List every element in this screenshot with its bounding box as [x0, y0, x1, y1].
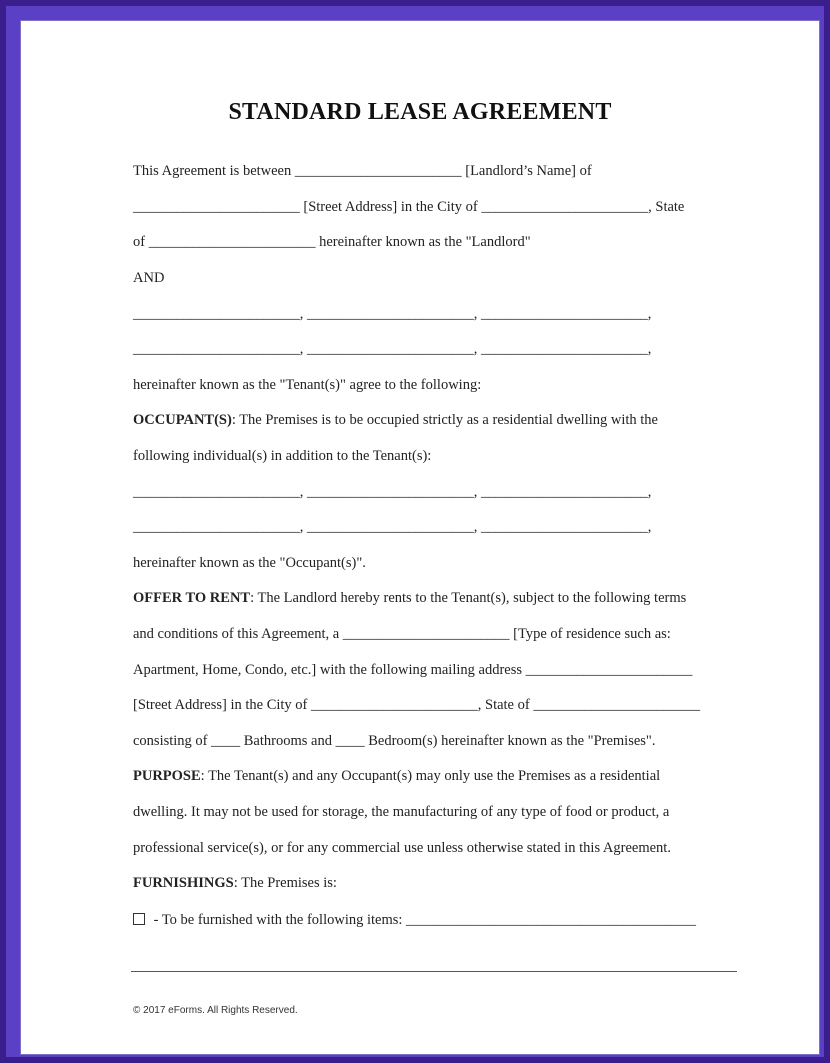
- tenant-blanks-1: _______________________, _______________________, _______________________,: [133, 306, 652, 322]
- occupants-paragraph: [133, 412, 658, 429]
- occupants-closing: hereinafter known as the "Occupant(s)".: [133, 555, 366, 571]
- purpose-paragraph: [133, 768, 660, 785]
- occupants-text: : The Premises is to be occupied strictly as a residential dwelling with the: [231, 412, 658, 428]
- offer-line-4: [Street Address] in the City of _______________________, State of _______________________: [133, 697, 701, 713]
- furnishings-heading: FURNISHINGS: [133, 875, 234, 891]
- landlord-line-2: _______________________ [Street Address] in the City of _______________________, State: [133, 199, 685, 215]
- furnished-option: [133, 912, 696, 929]
- offer-heading: OFFER TO RENT: [133, 590, 251, 606]
- checkbox-icon[interactable]: [133, 913, 145, 925]
- purpose-text: : The Tenant(s) and any Occupant(s) may only use the Premises as a residential: [200, 768, 661, 784]
- document-title: STANDARD LEASE AGREEMENT: [228, 99, 612, 125]
- tenant-line: hereinafter known as the "Tenant(s)" agree to the following:: [133, 377, 482, 393]
- occupants-line-2: following individual(s) in addition to the Tenant(s):: [133, 448, 432, 464]
- occupant-blanks-2: _______________________, _______________________, _______________________,: [133, 519, 652, 535]
- purpose-line-2: dwelling. It may not be used for storage, the manufacturing of any type of food or product, a: [133, 804, 670, 820]
- and-line: AND: [133, 270, 165, 286]
- landlord-line-3: of _______________________ hereinafter known as the "Landlord": [133, 234, 531, 250]
- purpose-line-3: professional service(s), or for any commercial use unless otherwise stated in this Agreement.: [133, 840, 671, 856]
- blank-rule: [131, 971, 737, 972]
- offer-line-5: consisting of ____ Bathrooms and ____ Bedroom(s) hereinafter known as the "Premises".: [133, 733, 656, 749]
- occupant-blanks-1: _______________________, _______________________, _______________________,: [133, 484, 652, 500]
- outer-frame: [6, 6, 824, 1057]
- tenant-blanks-2: _______________________, _______________________, _______________________,: [133, 341, 652, 357]
- document-page: [20, 20, 820, 1055]
- copyright-footer: © 2017 eForms. All Rights Reserved.: [133, 1005, 298, 1016]
- offer-text: : The Landlord hereby rents to the Tenant(s), subject to the following terms: [250, 590, 687, 606]
- purpose-heading: PURPOSE: [133, 768, 201, 784]
- furnishings-text: : The Premises is:: [233, 875, 337, 891]
- offer-line-2: and conditions of this Agreement, a _______________________ [Type of residence such as:: [133, 626, 671, 642]
- landlord-line-1: This Agreement is between _______________________ [Landlord’s Name] of: [133, 163, 592, 179]
- offer-paragraph: [133, 590, 686, 607]
- occupants-heading: OCCUPANT(S): [133, 412, 232, 428]
- furnishings-paragraph: [133, 875, 337, 892]
- offer-line-3: Apartment, Home, Condo, etc.] with the following mailing address _______________________: [133, 662, 693, 678]
- furnished-option-label: - To be furnished with the following items: ________________________________________: [150, 912, 697, 928]
